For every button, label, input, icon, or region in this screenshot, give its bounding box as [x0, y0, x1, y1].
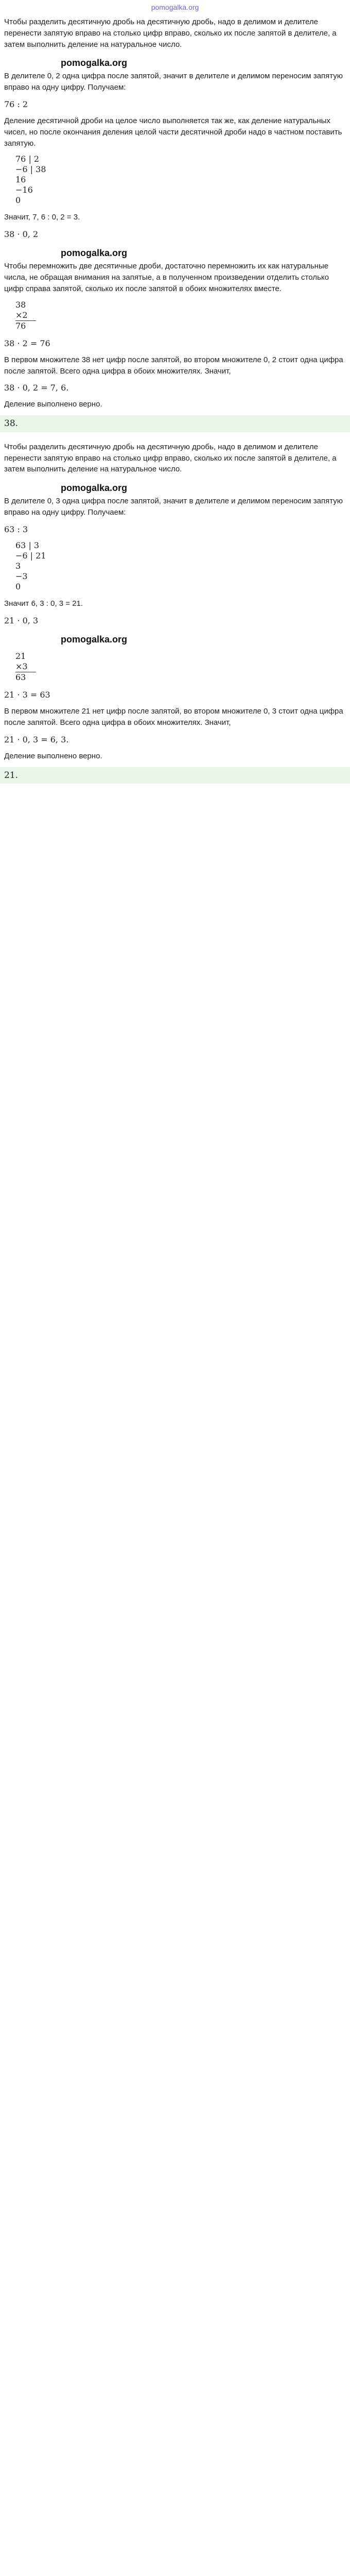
division-line: 0 — [15, 195, 21, 206]
step-text: В делителе 0, 2 одна цифра после запятой, значит в делителе и делимом переносим запятую вправо на одну цифру. Получаем: — [4, 72, 343, 92]
check-expression: 38 · 0, 2 — [4, 229, 39, 240]
solution-section-1 — [4, 16, 346, 432]
mult-note: В первом множителе 38 нет цифр после запятой, во втором множителе 0, 2 стоит одна цифра после запятой. Всего одна цифра в обоих множителях. Значит, — [4, 355, 343, 376]
division-line: 16 — [15, 175, 26, 185]
long-division — [15, 540, 346, 592]
division-line: 63 | 3 — [15, 540, 40, 550]
mult-line: 38 — [15, 299, 26, 310]
watermark: pomogalka.org — [61, 634, 128, 645]
watermark: pomogalka.org — [61, 248, 128, 259]
result-text: Значит, 7, 6 : 0, 2 = 3. — [4, 213, 80, 222]
expression: 63 : 3 — [4, 524, 28, 534]
mult-line: 76 — [15, 320, 26, 331]
long-division — [15, 154, 346, 206]
rule-text: Чтобы разделить десятичную дробь на десятичную дробь, надо в делимом и делителе перенести запятую вправо на столько цифр вправо, сколько их после запятой в делителе, а затем выполнить деление на натуральное число. — [4, 18, 337, 49]
site-link[interactable]: pomogalka.org — [151, 3, 199, 11]
mult-line: 63 — [15, 672, 26, 682]
mult-note: В первом множителе 21 нет цифр после запятой, во втором множителе 0, 3 стоит одна цифра после запятой. Всего одна цифра в обоих множителях. Значит, — [4, 707, 343, 727]
division-line: 0 — [15, 581, 21, 591]
division-line: 76 | 2 — [15, 154, 40, 164]
mult-line: 21 — [15, 651, 26, 661]
result-text: Значит 6, 3 : 0, 3 = 21. — [4, 599, 83, 608]
mult-line: ×2 — [15, 310, 28, 320]
division-line: −6 | 21 — [15, 550, 46, 561]
rule-text: Деление десятичной дроби на целое число выполняется так же, как деление натуральных чисел, но после окончания деления целой части десятичной дроби надо в частном поставить запятую. — [4, 116, 342, 148]
mult-result: 21 · 3 = 63 — [4, 689, 50, 700]
watermark: pomogalka.org — [61, 58, 128, 69]
answer-box: 38. — [0, 415, 350, 432]
final-expression: 38 · 0, 2 = 7, 6. — [4, 383, 69, 393]
check-text: Деление выполнено верно. — [4, 751, 102, 760]
division-line: −6 | 38 — [15, 164, 46, 175]
remaining-content-area — [4, 793, 346, 2576]
content — [0, 16, 350, 2576]
final-expression: 21 · 0, 3 = 6, 3. — [4, 734, 69, 744]
check-expression: 21 · 0, 3 — [4, 615, 39, 625]
expression: 76 : 2 — [4, 99, 28, 109]
check-text: Деление выполнено верно. — [4, 400, 102, 409]
column-multiplication — [15, 300, 346, 331]
rule-text: Чтобы разделить десятичную дробь на десятичную дробь, надо в делимом и делителе перенести запятую вправо на столько цифр вправо, сколько их после запятой в делителе, а затем выполнить деление на натуральное число. — [4, 442, 337, 474]
site-header — [0, 0, 350, 16]
division-line: 3 — [15, 561, 21, 571]
division-line: −3 — [15, 571, 28, 581]
solution-section-2 — [4, 442, 346, 784]
watermark: pomogalka.org — [61, 483, 128, 494]
division-line: −16 — [15, 185, 33, 195]
column-multiplication — [15, 651, 346, 683]
answer-box: 21. — [0, 767, 350, 784]
step-text: В делителе 0, 3 одна цифра после запятой, значит в делителе и делимом переносим запятую вправо на одну цифру. Получаем: — [4, 497, 343, 517]
rule-text: Чтобы перемножить две десятичные дроби, достаточно перемножить их как натуральные числа, не обращая внимания на запятые, а в полученном произведении отделить столько цифр справа запятой, сколько их после запятой в обоих множителях вместе. — [4, 262, 329, 293]
mult-line: ×3 — [15, 661, 28, 671]
mult-result: 38 · 2 = 76 — [4, 338, 50, 348]
